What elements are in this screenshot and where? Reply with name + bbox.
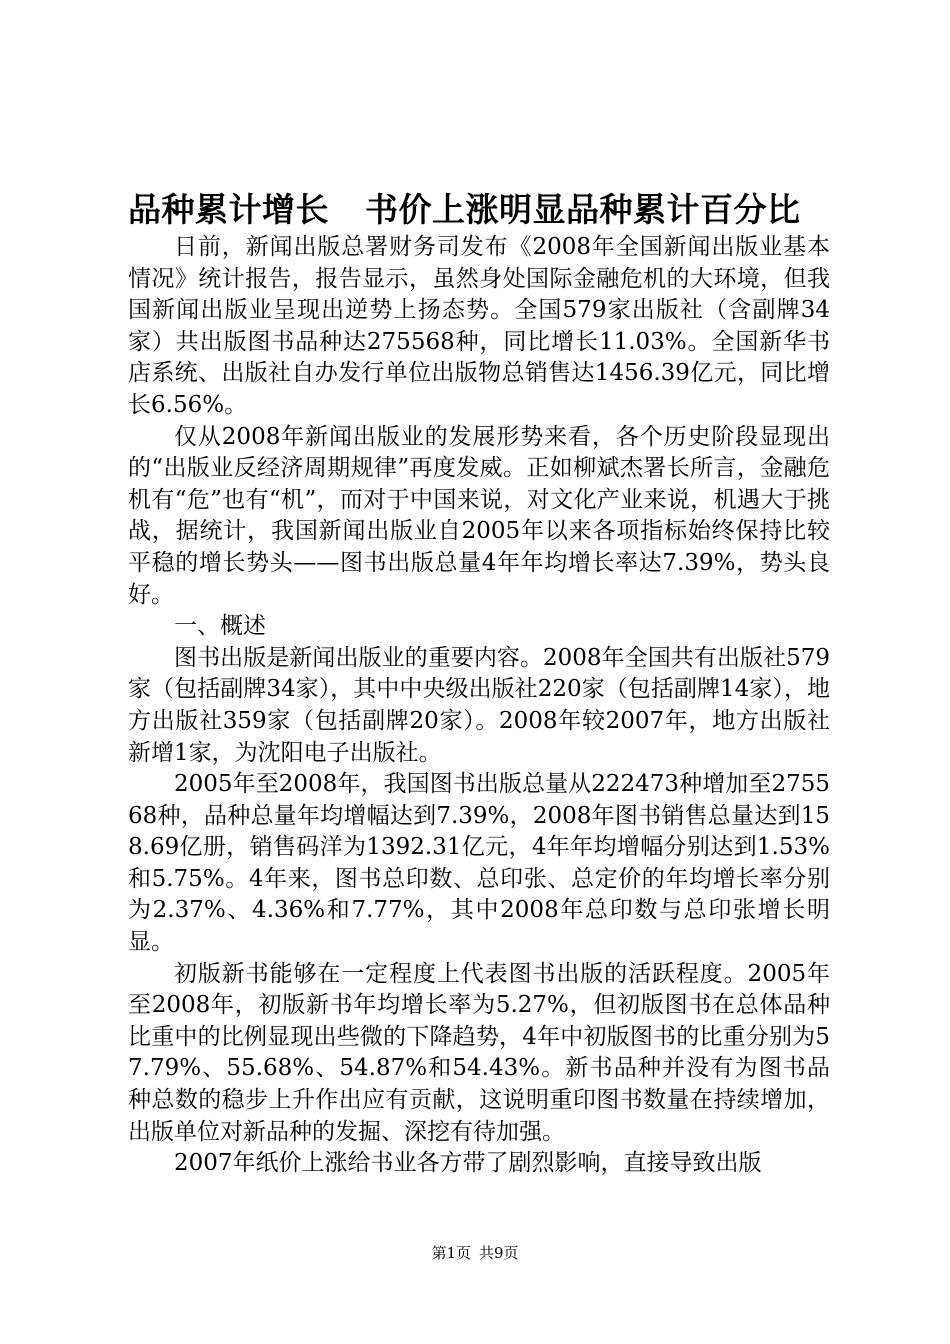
page-number: 第1页: [431, 1244, 471, 1262]
section-heading-overview: 一、概述: [174, 613, 266, 640]
paragraph-3: 图书出版是新闻出版业的重要内容。2008年全国共有出版社579家（包括副牌34家），其中中央级出版社220家（包括副牌14家），地方出版社359家（包括副牌20家）。2008年较2007年，地方出版社新增1家，为沈阳电子出版社。: [128, 644, 830, 766]
title-part-2: 书价上涨明显品种累计百分比: [365, 190, 801, 229]
title-part-1: 品种累计增长: [128, 190, 329, 229]
paragraph-4: 2005年至2008年，我国图书出版总量从222473种增加至275568种，品种总量年均增幅达到7.39%，2008年图书销售总量达到158.69亿册，销售码洋为1392.31亿元，4年年均增幅分别达到1.53%和5.75%。4年来，图书总印数、总印张、总定价的年均增长率分别为2.37%、4.36%和7.77%，其中2008年总印数与总印张增长明显。: [128, 771, 830, 956]
paragraph-5: 初版新书能够在一定程度上代表图书出版的活跃程度。2005年至2008年，初版新书年均增长率为5.27%，但初版图书在总体品种比重中的比例显现出些微的下降趋势，4年中初版图书的比重分别为57.79%、55.68%、54.87%和54.43%。新书品种并没有为图书品种总数的稳步上升作出应有贡献，这说明重印图书数量在持续增加，出版单位对新品种的发掘、深挖有待加强。: [128, 960, 830, 1145]
paragraph-1: 日前，新闻出版总署财务司发布《2008年全国新闻出版业基本情况》统计报告，报告显示，虽然身处国际金融危机的大环境，但我国新闻出版业呈现出逆势上扬态势。全国579家出版社（含副牌34家）共出版图书品种达275568种，同比增长11.03%。全国新华书店系统、出版社自办发行单位出版物总销售达1456.39亿元，同比增长6.56%。: [128, 234, 830, 418]
page-total: 共9页: [479, 1244, 519, 1262]
document-title: [128, 186, 848, 234]
page-footer: [0, 1243, 950, 1263]
paragraph-6: 2007年纸价上涨给书业各方带了剧烈影响，直接导致出版: [174, 1150, 762, 1177]
document-body: [128, 232, 830, 1180]
paragraph-2: 仅从2008年新闻出版业的发展形势来看，各个历史阶段显现出的“出版业反经济周期规律”再度发威。正如柳斌杰署长所言，金融危机有“危”也有“机”，而对于中国来说，对文化产业来说，机遇大于挑战，据统计，我国新闻出版业自2005年以来各项指标始终保持比较平稳的增长势头——图书出版总量4年年均增长率达7.39%，势头良好。: [128, 423, 830, 608]
